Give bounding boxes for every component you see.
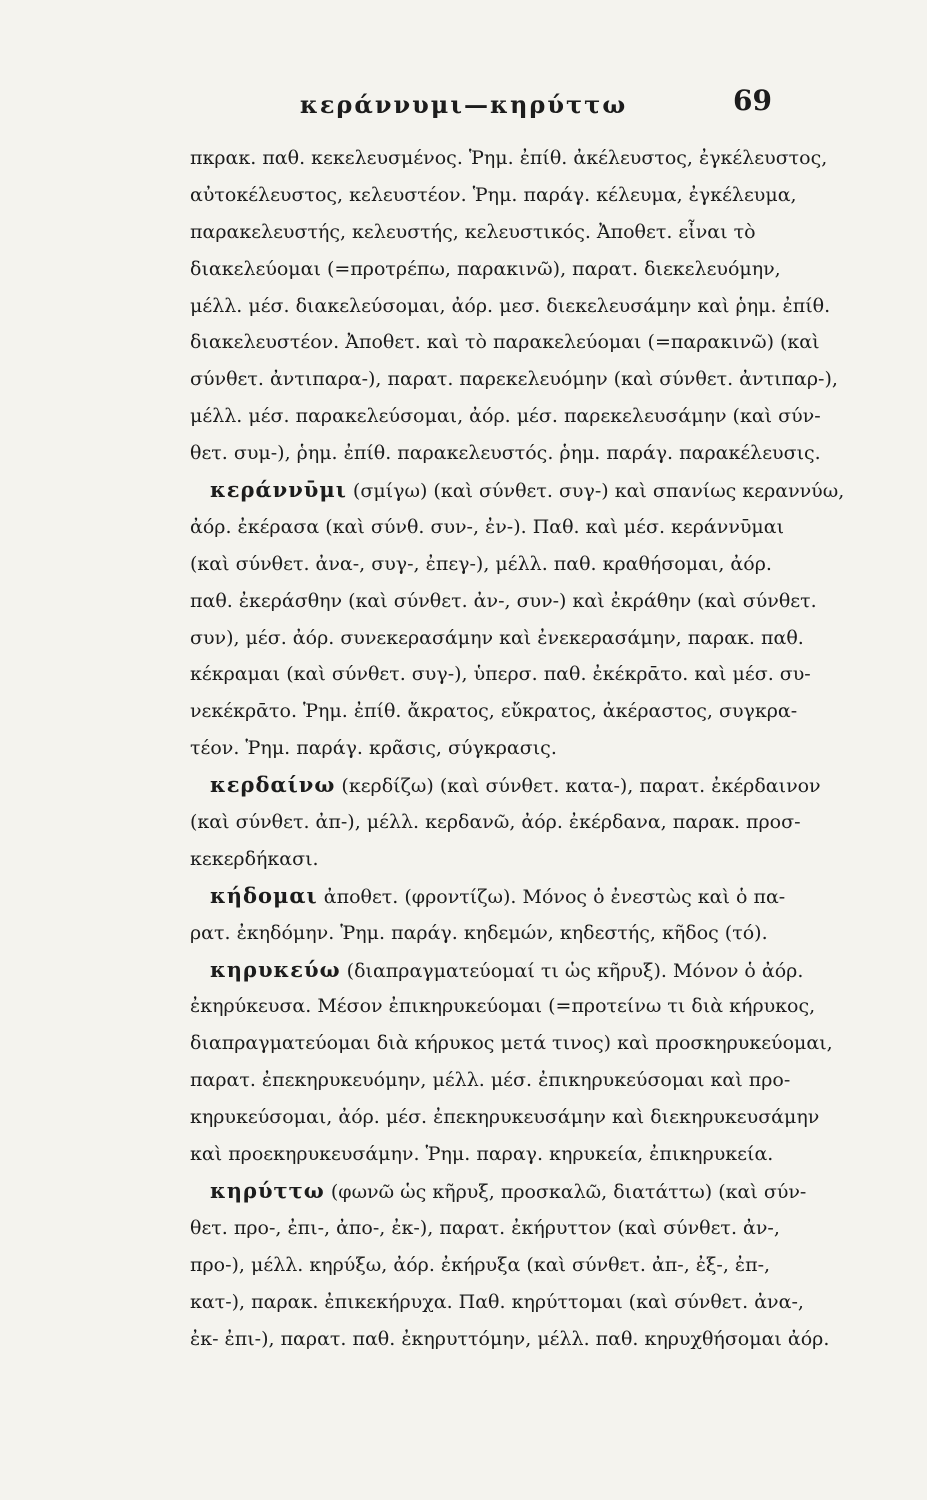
line-text: (διαπραγματεύομαί τι ὡς κῆρυξ). Μόνον ὁ ἀόρ. [340, 959, 804, 982]
line-text: θετ. συμ-), ῥημ. ἐπίθ. παρακελευστός. ῥημ. παράγ. παρακέλευσις. [190, 442, 821, 465]
text-line [190, 435, 821, 472]
line-text: παρατ. ἐπεκηρυκευόμην, μέλλ. μέσ. ἐπικηρυκεύσομαι καὶ προ- [190, 1069, 791, 1092]
text-line [190, 251, 781, 288]
line-text: αὐτοκέλευστος, κελευστέον. Ῥημ. παράγ. κέλευμα, ἐγκέλευμα, [190, 183, 797, 206]
text-line [190, 915, 770, 952]
text-line [190, 1321, 830, 1358]
entry-headword: κηρυκεύω [210, 956, 341, 982]
text-line [190, 214, 770, 251]
text-line [190, 1062, 791, 1099]
line-text: μέλλ. μέσ. διακελεύσομαι, ἀόρ. μεσ. διεκελευσάμην καὶ ῥημ. ἐπίθ. [190, 294, 831, 317]
text-line [190, 1025, 833, 1062]
text-line [190, 693, 798, 730]
text-line [190, 1247, 770, 1284]
line-text: θετ. προ-, ἐπι-, ἀπο-, ἐκ-), παρατ. ἐκήρυττον (καὶ σύνθετ. ἀν-, [190, 1216, 780, 1239]
line-text: μέλλ. μέσ. παρακελεύσομαι, ἀόρ. μέσ. παρεκελευσάμην (καὶ σύν- [190, 405, 821, 428]
line-text: ἐκηρύκευσα. Μέσον ἐπικηρυκεύομαι (=προτείνω τι διὰ κήρυκος, [190, 995, 816, 1018]
text-line [190, 398, 821, 435]
entry-headword: κήδομαι [210, 882, 318, 908]
line-text: ἐκ- ἐπι-), παρατ. παθ. ἐκηρυττόμην, μέλλ. παθ. κηρυχθήσομαι ἀόρ. [190, 1327, 830, 1350]
text-line [190, 1136, 774, 1173]
text-line [190, 583, 817, 620]
line-text: παρακελευστής, κελευστής, κελευστικός. Ἀποθετ. εἶναι τὸ [190, 220, 756, 243]
text-line [190, 288, 831, 325]
page-number: 69 [733, 84, 772, 117]
line-text: (κερδίζω) (καὶ σύνθετ. κατα-), παρατ. ἐκέρδαινον [335, 775, 821, 798]
line-text: νεκέκρᾱτο. Ῥημ. ἐπίθ. ἄκρατος, εὔκρατος, ἀκέραστος, συγκρα- [190, 700, 798, 723]
line-text: ἀόρ. ἐκέρασα (καὶ σύνθ. συν-, ἐν-). Παθ. καὶ μέσ. κεράννῡμαι [190, 515, 785, 538]
text-line [190, 1210, 780, 1247]
text-line [190, 804, 801, 841]
line-text: διαπραγματεύομαι διὰ κήρυκος μετά τινος) καὶ προσκηρυκεύομαι, [190, 1032, 833, 1055]
text-line [190, 620, 804, 657]
line-text: κηρυκεύσομαι, ἀόρ. μέσ. ἐπεκηρυκευσάμην καὶ διεκηρυκευσάμην [190, 1106, 820, 1129]
line-text: διακελεύομαι (=προτρέπω, παρακινῶ), παρατ. διεκελευόμην, [190, 257, 781, 280]
text-line [190, 546, 770, 583]
line-text: (φωνῶ ὡς κῆρυξ, προσκαλῶ, διατάττω) (καὶ σύν- [324, 1180, 807, 1203]
text-line [190, 730, 770, 767]
text-line [190, 1099, 820, 1136]
entry-headword: κερδαίνω [210, 772, 336, 798]
line-text: κατ-), παρακ. ἐπικεκήρυχα. Παθ. κηρύττομαι (καὶ σύνθετ. ἀνα-, [190, 1290, 804, 1313]
line-text: σύνθετ. ἀντιπαρα-), παρατ. παρεκελευόμην (καὶ σύνθετ. ἀντιπαρ-), [190, 368, 838, 391]
running-head [0, 60, 927, 120]
line-text: καὶ προεκηρυκευσάμην. Ῥημ. παραγ. κηρυκεία, ἐπικηρυκεία. [190, 1143, 774, 1166]
text-line [190, 656, 811, 693]
text-line [190, 841, 770, 878]
entry-headword: κηρύττω [210, 1177, 325, 1203]
entry-first-line [190, 472, 845, 509]
line-text: ρατ. ἐκηδόμην. Ῥημ. παράγ. κηδεμών, κηδεστής, κῆδος (τό). [190, 921, 768, 944]
entry-first-line [190, 878, 786, 915]
text-line [190, 509, 785, 546]
entry-first-line [190, 767, 821, 804]
text-line [190, 177, 797, 214]
entry-headword: κεράννῡμι [210, 477, 347, 503]
line-text: τέον. Ῥημ. παράγ. κρᾶσις, σύγκρασις. [190, 737, 557, 760]
line-text: διακελευστέον. Ἀποθετ. καὶ τὸ παρακελεύομαι (=παρακινῶ) (καὶ [190, 331, 820, 354]
line-text: κεκερδήκασι. [190, 847, 319, 870]
line-text: πκρακ. παθ. κεκελευσμένος. Ῥημ. ἐπίθ. ἀκέλευστος, ἐγκέλευστος, [190, 147, 828, 169]
text-line [190, 988, 816, 1025]
line-text: συν), μέσ. ἀόρ. συνεκερασάμην καὶ ἐνεκερασάμην, παρακ. παθ. [190, 626, 804, 649]
line-text: παθ. ἐκεράσθην (καὶ σύνθετ. ἀν-, συν-) καὶ ἐκράθην (καὶ σύνθετ. [190, 589, 817, 612]
entry-first-line [190, 1173, 807, 1210]
entry-first-line [190, 952, 804, 989]
dictionary-text [190, 140, 845, 1357]
line-text: κέκραμαι (καὶ σύνθετ. συγ-), ὑπερσ. παθ. ἐκέκρᾱτο. καὶ μέσ. συ- [190, 663, 811, 686]
text-line [190, 1284, 804, 1321]
line-text: (καὶ σύνθετ. ἀπ-), μέλλ. κερδανῶ, ἀόρ. ἐκέρδανα, παρακ. προσ- [190, 811, 801, 834]
line-text: (σμίγω) (καὶ σύνθετ. συγ-) καὶ σπανίως κεραννύω, [346, 480, 845, 503]
text-line [190, 324, 820, 361]
line-text: ἀποθετ. (φροντίζω). Μόνος ὁ ἐνεστὼς καὶ ὁ πα- [317, 885, 786, 908]
text-line [190, 361, 838, 398]
text-line [190, 140, 828, 177]
line-text: προ-), μέλλ. κηρύξω, ἀόρ. ἐκήρυξα (καὶ σύνθετ. ἀπ-, ἐξ-, ἐπ-, [190, 1253, 771, 1276]
line-text: (καὶ σύνθετ. ἀνα-, συγ-, ἐπεγ-), μέλλ. παθ. κραθήσομαι, ἀόρ. [190, 552, 772, 575]
running-title: κεράννυμι—κηρύττω [299, 90, 628, 119]
